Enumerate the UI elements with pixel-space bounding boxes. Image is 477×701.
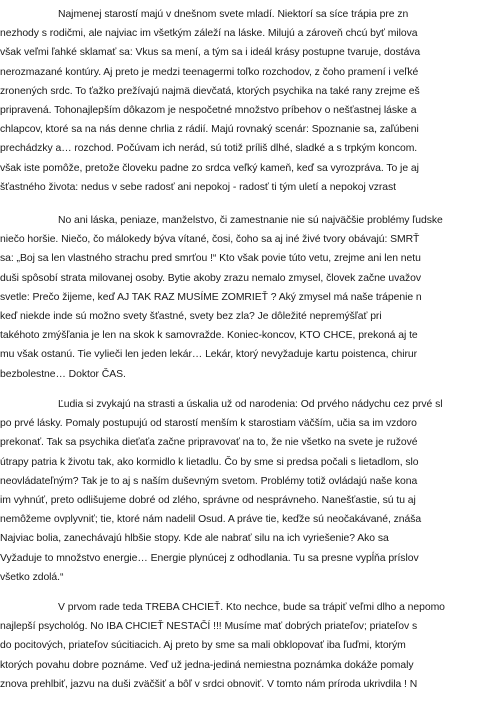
text-line: po prvé lásky. Pomaly postupujú od starostí menším k starostiam väčším, učia sa im vzdoro <box>0 418 417 430</box>
text-line: im vyhnúť, preto odlišujeme dobré od zlého, správne od nesprávneho. Nanešťastie, sú tu aj <box>0 494 416 506</box>
text-line: pripravená. Tohonajlepším dôkazom je nespočetné množstvo príbehov o nešťastnej láske a <box>0 104 417 116</box>
text-line: šťastného života: nedus v sebe radosť ani nepokoj - radosť ti tým uletí a nepokoj vzrast <box>0 181 397 193</box>
text-line: Ľudia si zvykajú na strasti a úskalia už od narodenia: Od prvého nádychu cez prvé sl <box>58 399 443 410</box>
paragraph-1 <box>0 5 477 197</box>
paragraph-2 <box>0 211 477 384</box>
text-line: Vyžaduje to množstvo energie… Energie plynúcej z odhodlania. Tu sa presne vypĺňa príslov <box>0 552 419 564</box>
text-line: ktorých povahu dobre poznáme. Veď už jedna-jediná nemiestna poznámka dokáže pomaly <box>0 659 414 671</box>
text-line: nezhody s rodičmi, ale najviac im všetkým záleží na láske. Milujú a zároveň chcú byť milova <box>0 28 418 40</box>
text-line: do pocitových, priateľov súcitiacich. Aj preto by sme sa mali obklopovať iba ľuďmi, ktorým <box>0 640 406 652</box>
text-line: keď niekde inde sú možno svety šťastné, svety bez zla? Je dôležité nepremýšľať pri <box>0 310 382 322</box>
text-line: nemôžeme ovplyvniť; tie, ktoré nám nadelil Osud. A práve tie, keďže sú neočakávané, znáša <box>0 514 422 526</box>
text-line: niečo horšie. Niečo, čo málokedy býva vítané, čosi, čoho sa aj iné živé tvory obávajú: SMRŤ <box>0 234 420 246</box>
text-line: znova prehlbiť, jazvu na duši zväčšiť a bôľ v srdci obnoviť. V tomto nám príroda ukrivdila ! N <box>0 678 418 690</box>
text-line: bezbolestne… Doktor ČAS. <box>0 368 126 380</box>
text-line: nerozmazané kontúry. Aj preto je medzi teenagermi toľko rozchodov, z čoho pramení i veľké <box>0 66 419 78</box>
text-line: Najviac bolia, zanechávajú hlbšie stopy. Kde ale nabrať silu na ich vyriešenie? Ako sa <box>0 533 389 545</box>
text-line: však veľmi ľahké sklamať sa: Vkus sa mení, a tým sa i ideál krásy postupne tvaruje, dostáva <box>0 47 421 59</box>
text-line: svetle: Prečo žijeme, keď AJ TAK RAZ MUSÍME ZOMRIEŤ ? Aký zmysel má naše trápenie n <box>0 291 422 303</box>
text-line: prekonať. Tak sa psychika dieťaťa začne pripravovať na to, že nie všetko na svete je ružové <box>0 437 418 449</box>
text-line: No ani láska, peniaze, manželstvo, či zamestnanie nie sú najväčšie problémy ľudske <box>58 215 443 226</box>
text-line: zronených srdc. To ťažko prežívajú najmä dievčatá, ktorých psychika na také rany zrejme eš <box>0 85 420 97</box>
text-line: duši spôsobí strata milovanej osoby. Bytie akoby zrazu nemalo zmysel, človek začne uvažov <box>0 272 421 284</box>
paragraph-3 <box>0 395 477 587</box>
text-line: V prvom rade teda TREBA CHCIEŤ. Kto nechce, bude sa trápiť veľmi dlho a nepomo <box>58 602 445 613</box>
text-line: sa: „Boj sa len vlastného strachu pred smrťou !“ Kto však povie túto vetu, zrejme ani len netu <box>0 253 421 265</box>
text-line: Najmenej starostí majú v dnešnom svete mladí. Niektorí sa síce trápia pre zn <box>58 9 409 20</box>
text-line: takéhoto zmýšľania je len na skok k samovražde. Koniec-koncov, KTO CHCE, prekoná aj te <box>0 330 418 342</box>
text-line: útrapy patria k životu tak, ako kormidlo k lietadlu. Čo by sme si predsa počali s lietadlom, slo <box>0 456 419 468</box>
text-line: mu však ostanú. Tie vylieči len jeden lekár… Lekár, ktorý nevyžaduje kartu poistenca, chirur <box>0 349 418 361</box>
text-line: chlapcov, ktoré sa na nás denne chrlia z rádií. Majú rovnaký scenár: Spoznanie sa, zaľúbeni <box>0 124 419 136</box>
text-line: však iste pomôže, pretože človeku padne zo srdca veľký kameň, keď sa vyrozpráva. To je aj <box>0 162 419 174</box>
text-line: všetko zdolá.“ <box>0 571 64 583</box>
paragraph-4 <box>0 598 477 694</box>
text-line: prechádzky a… rozchod. Počúvam ich nerád, sú totiž príliš dlhé, sladké a s trpkým koncom. <box>0 143 418 155</box>
text-line: neovládateľným? Tak je to aj s naším duševným svetom. Problémy totiž ovládajú naše kona <box>0 475 418 487</box>
text-line: najlepší psychológ. No IBA CHCIEŤ NESTAČÍ !!! Musíme mať dobrých priateľov; priateľov s <box>0 621 418 633</box>
